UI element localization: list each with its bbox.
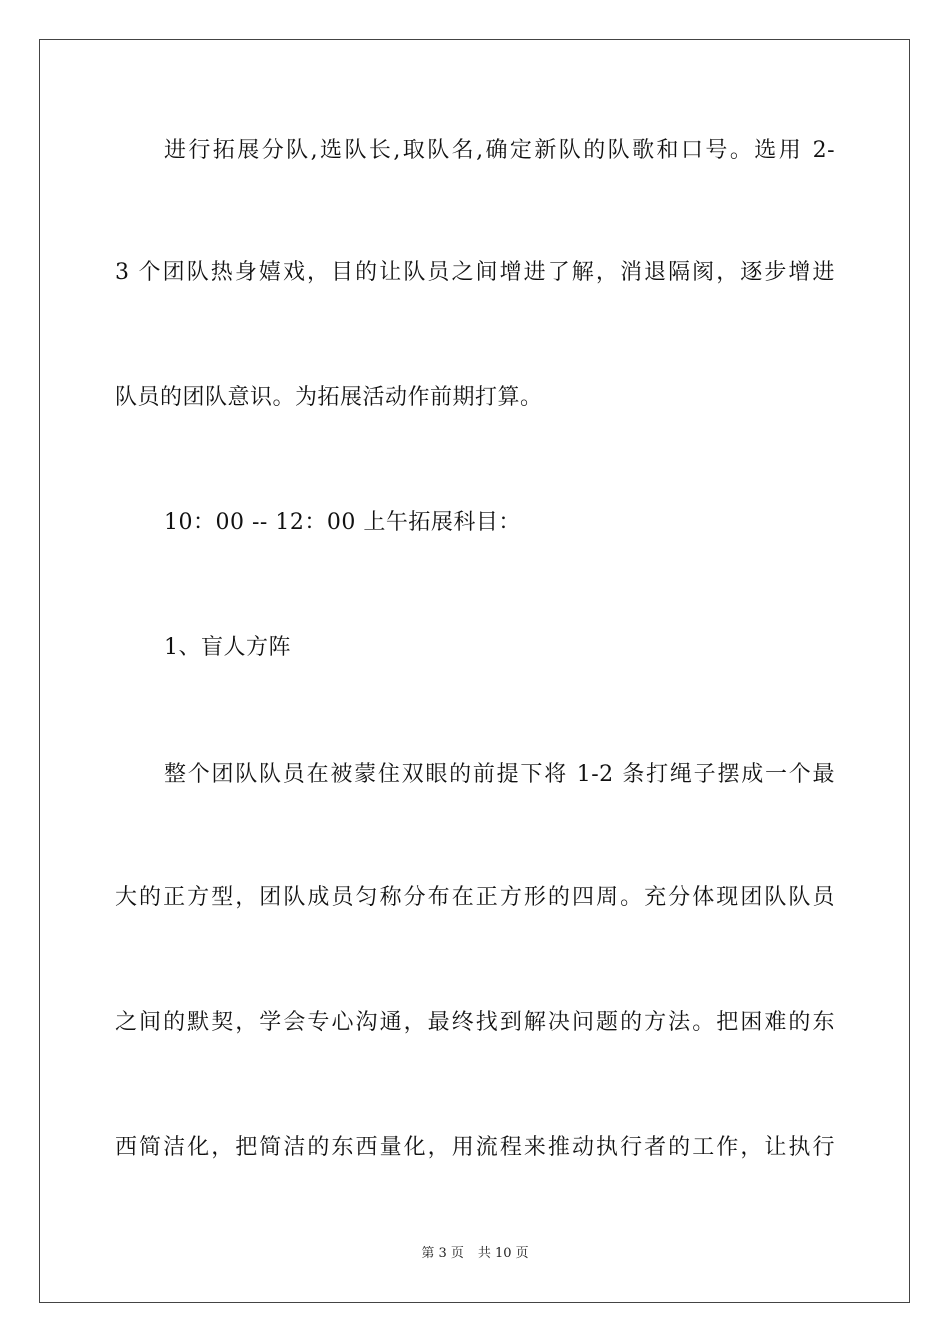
- total-pages: 共 10 页: [477, 1246, 529, 1261]
- page-footer: [0, 1245, 950, 1263]
- page-border: [39, 39, 910, 1303]
- paragraph-line-2: 3 个团队热身嬉戏，目的让队员之间增进了解，消退隔阂，逐步增进: [115, 260, 835, 285]
- paragraph-line-7: 西简洁化，把简洁的东西量化，用流程来推动执行者的工作，让执行: [115, 1135, 835, 1160]
- paragraph-line-4: 整个团队队员在被蒙住双眼的前提下将 1-2 条打绳子摆成一个最: [164, 762, 835, 787]
- section-heading-blind-square: 1、盲人方阵: [164, 635, 291, 660]
- paragraph-line-1: 进行拓展分队,选队长,取队名,确定新队的队歌和口号。选用 2-: [164, 138, 835, 163]
- page-number: 第 3 页: [421, 1246, 464, 1261]
- paragraph-line-3: 队员的团队意识。为拓展活动作前期打算。: [115, 385, 543, 410]
- paragraph-line-6: 之间的默契，学会专心沟通，最终找到解决问题的方法。把困难的东: [115, 1010, 835, 1035]
- paragraph-line-5: 大的正方型，团队成员匀称分布在正方形的四周。充分体现团队队员: [115, 885, 835, 910]
- schedule-time-heading: 10：00 -- 12：00 上午拓展科目：: [164, 510, 521, 535]
